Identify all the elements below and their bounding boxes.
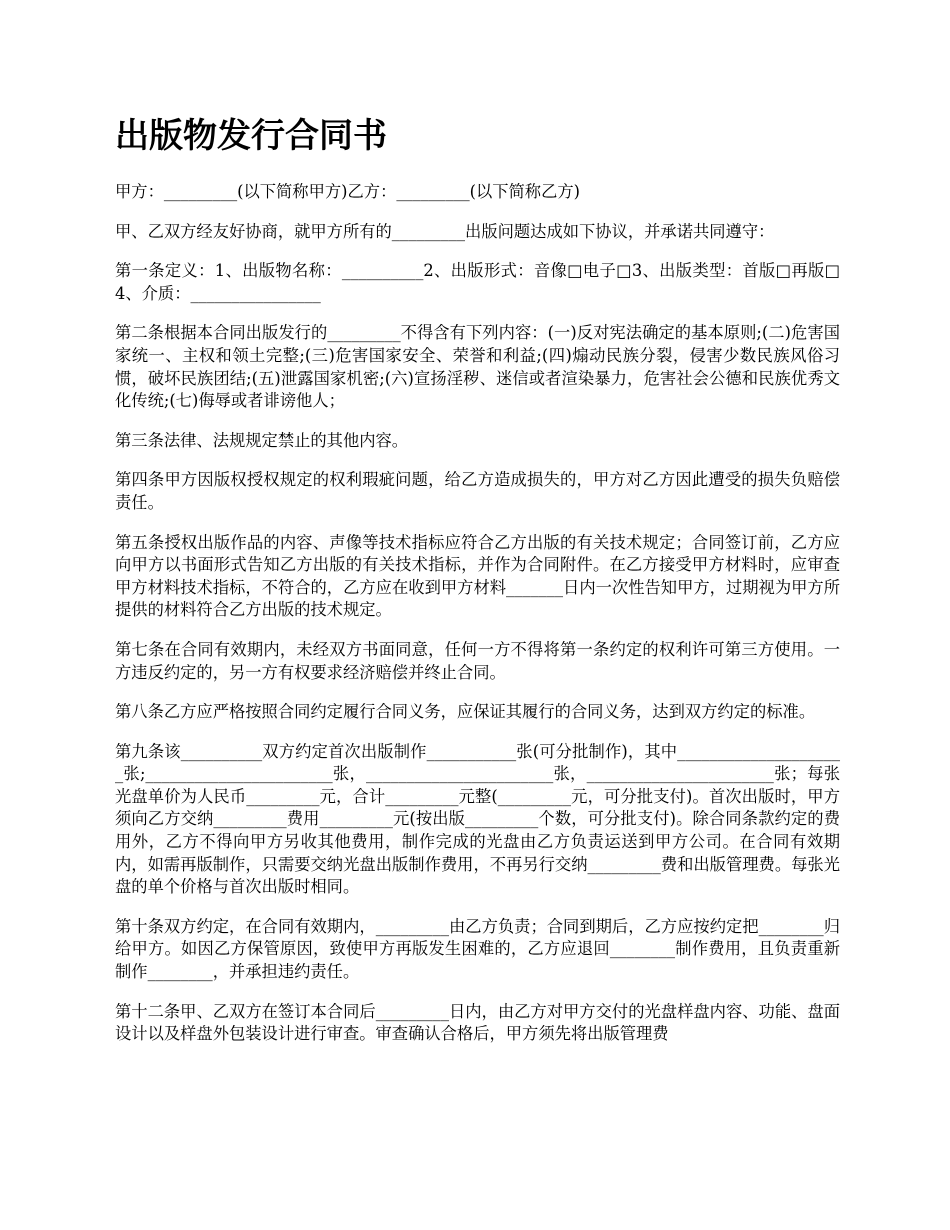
contract-document	[115, 112, 840, 1063]
article-1-paragraph: 第一条定义：1、出版物名称：__________2、出版形式：音像□电子□3、出版类型：首版□再版□4、介质：________________	[115, 261, 840, 303]
article-7-paragraph: 第七条在合同有效期内，未经双方书面同意，任何一方不得将第一条约定的权利许可第三方使用。一方违反约定的，另一方有权要求经济赔偿并终止合同。	[115, 639, 840, 682]
article-10-paragraph: 第十条双方约定，在合同有效期内，_________由乙方负责；合同到期后，乙方应按约定把________归给甲方。如因乙方保管原因，致使甲方再版发生困难的，乙方应退回________制作费用，且负责重新制作________，并承担违约责任。	[115, 916, 840, 982]
article-12-paragraph: 第十二条甲、乙双方在签订本合同后_________日内，由乙方对甲方交付的光盘样盘内容、功能、盘面设计以及样盘外包装设计进行审查。审查确认合格后，甲方须先将出版管理费	[115, 1001, 840, 1044]
article-9-paragraph: 第九条该__________双方约定首次出版制作___________张(可分批制作)，其中_____________________张;_______________________张，_______________________张，_______________________张；每张光盘单价为人民币_________元，合计_________元整(_________元，可分批支付)。首次出版时，甲方须向乙方交纳_________费用_________元(按出版_________个数，可分批支付)。除合同条款约定的费用外，乙方不得向甲方另收其他费用，制作完成的光盘由乙方负责运送到甲方公司。在合同有效期内，如需再版制作，只需要交纳光盘出版制作费用，不再另行交纳_________费和出版管理费。每张光盘的单个价格与首次出版时相同。	[115, 741, 840, 897]
article-3-paragraph: 第三条法律、法规规定禁止的其他内容。	[115, 430, 409, 450]
document-title: 出版物发行合同书	[115, 116, 387, 156]
preamble-paragraph: 甲、乙双方经友好协商，就甲方所有的_________出版问题达成如下协议，并承诺共同遵守：	[115, 221, 775, 241]
article-4-paragraph: 第四条甲方因版权授权规定的权利瑕疵问题，给乙方造成损失的，甲方对乙方因此遭受的损失负赔偿责任。	[115, 470, 840, 512]
parties-paragraph: 甲方：_________(以下简称甲方)乙方：_________(以下简称乙方)	[115, 182, 581, 201]
article-2-paragraph: 第二条根据本合同出版发行的_________不得含有下列内容：(一)反对宪法确定的基本原则;(二)危害国家统一、主权和领土完整;(三)危害国家安全、荣誉和利益;(四)煽动民族分裂，侵害少数民族风俗习惯，破坏民族团结;(五)泄露国家机密;(六)宣扬淫秽、迷信或者渲染暴力，危害社会公德和民族优秀文化传统;(七)侮辱或者诽谤他人；	[115, 323, 840, 411]
article-8-paragraph: 第八条乙方应严格按照合同约定履行合同义务，应保证其履行的合同义务，达到双方约定的标准。	[115, 702, 816, 722]
article-5-paragraph: 第五条授权出版作品的内容、声像等技术指标应符合乙方出版的有关技术规定；合同签订前，乙方应向甲方以书面形式告知乙方出版的有关技术指标，并作为合同附件。在乙方接受甲方材料时，应审查甲方材料技术指标，不符合的，乙方应在收到甲方材料_______日内一次性告知甲方，过期视为甲方所提供的材料符合乙方出版的技术规定。	[115, 532, 840, 620]
